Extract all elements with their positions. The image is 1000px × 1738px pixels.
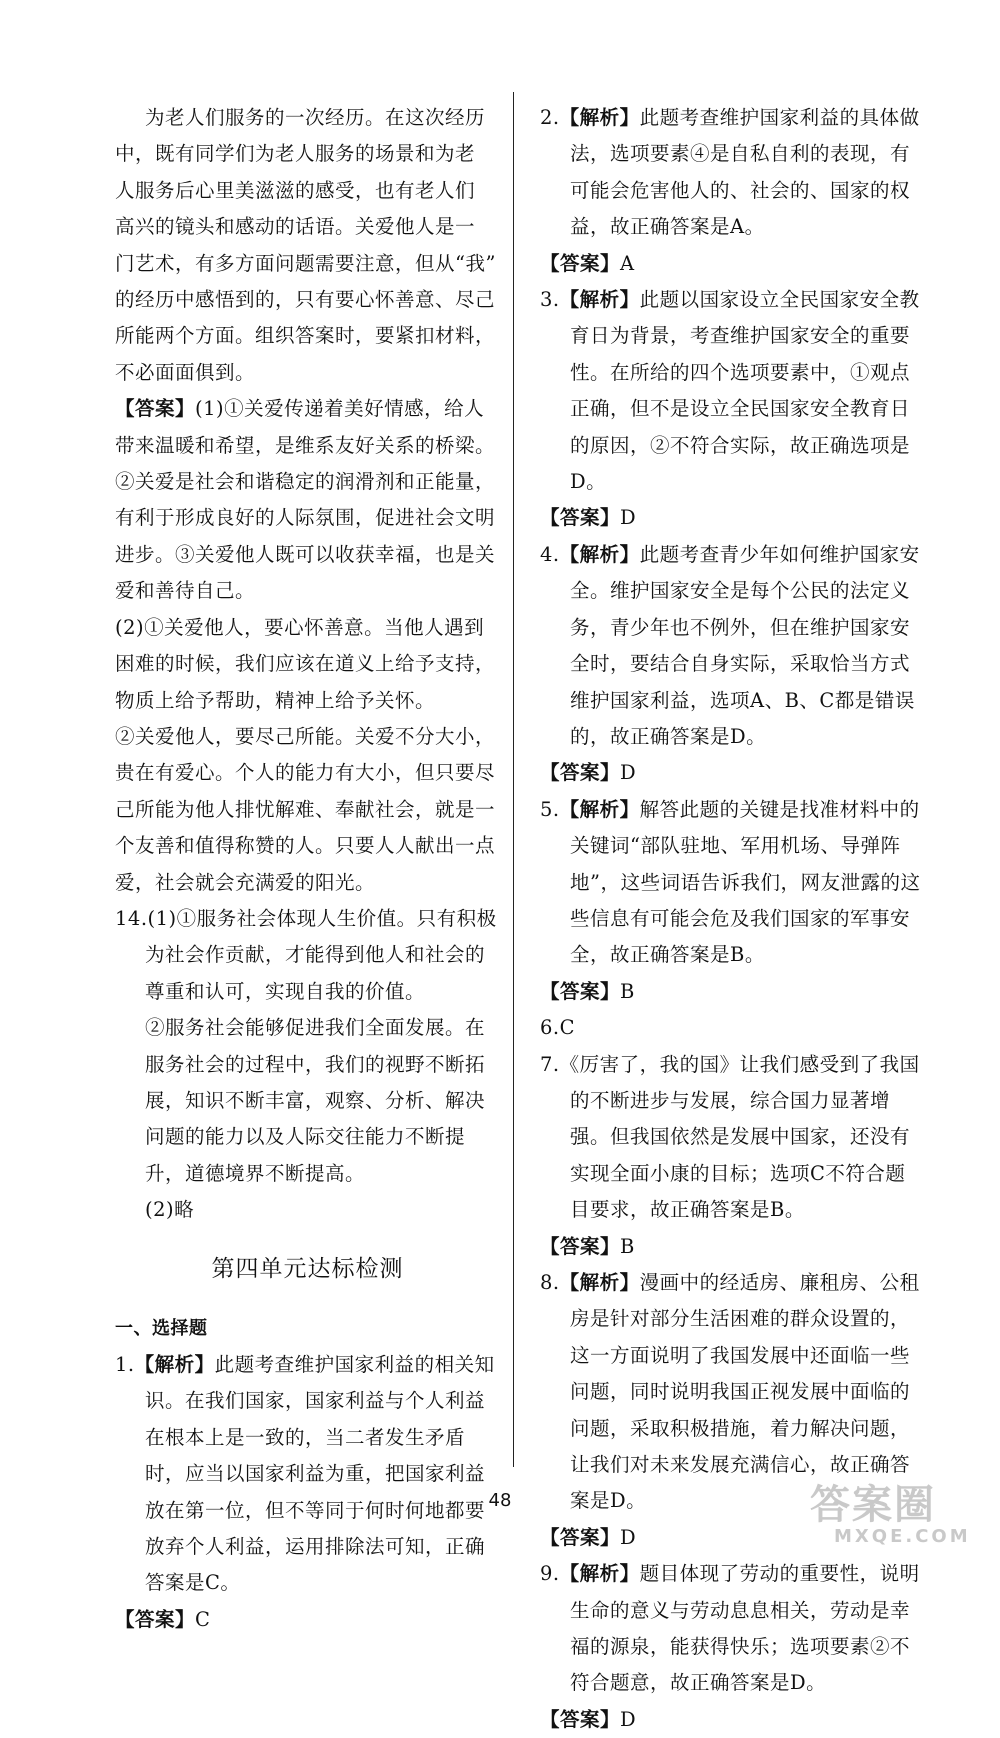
jiexi-tag: 【解析】 <box>134 1353 215 1376</box>
question-9-answer <box>540 1702 925 1738</box>
watermark-main: 答案圈 <box>810 1482 936 1528</box>
answer-text: (1)①关爱传递着美好情感，给人带来温暖和希望，是维系友好关系的桥梁。 <box>115 397 496 457</box>
question-text: 《厉害了，我的国》让我们感受到了我国的不断进步与发展，综合国力显著增强。但我国依然是发展中国家，还没有实现全面小康的目标；选项C不符合题目要求，故正确答案是B。 <box>559 1052 920 1222</box>
answer-tag: 【答案】 <box>540 1234 621 1258</box>
jiexi-tag: 【解析】 <box>559 1562 640 1586</box>
answer-value: D <box>620 1525 637 1549</box>
answer-value: B <box>620 979 635 1003</box>
intro-line: 门艺术，有多方面问题需要注意，但从“我” <box>115 251 496 275</box>
intro-line: 中，既有同学们为老人服务的场景和为老 <box>115 142 476 166</box>
section-subtitle: 一、选择题 <box>115 1317 208 1339</box>
answer-tag: 【答案】 <box>540 761 621 785</box>
question-text: 题目体现了劳动的重要性，说明生命的意义与劳动息息相关，劳动是幸福的源泉，能获得快乐；选项要素②不符合题意，故正确答案是D。 <box>570 1562 920 1695</box>
question-2 <box>540 100 925 246</box>
jiexi-tag: 【解析】 <box>559 797 640 821</box>
question-text: 此题考查维护国家利益的相关知识。在我们国家，国家利益与个人利益在根本上是一致的，当二者发生矛盾时，应当以国家利益为重，把国家利益放在第一位，但不等同于何时何地都要放弃个人利益，运用排除法可知，正确答案是C。 <box>145 1353 495 1595</box>
intro-line: 高兴的镜头和感动的话语。关爱他人是一 <box>115 215 476 239</box>
answer-value: C <box>195 1607 211 1631</box>
answer-paragraph: ②关爱他人，要尽己所能。关爱不分大小，贵在有爱心。个人的能力有大小，但只要尽己所能为他人排忧解难、奉献社会，就是一个友善和值得称赞的人。只要人人献出一点爱，社会就会充满爱的阳光。 <box>115 724 496 894</box>
question-number: 9. <box>540 1562 560 1586</box>
column-divider <box>513 92 514 1467</box>
answer-value: D <box>620 506 637 530</box>
jiexi-tag: 【解析】 <box>559 288 640 312</box>
question-number: 2. <box>540 106 560 129</box>
section-title: 第四单元达标检测 <box>211 1255 404 1282</box>
answer-block <box>115 391 500 464</box>
answer-tag: 【答案】 <box>115 397 196 421</box>
answer-value: A <box>620 251 635 275</box>
question-text: 漫画中的经适房、廉租房、公租房是针对部分生活困难的群众设置的，这一方面说明了我国发展中还面临一些问题，同时说明我国正视发展中面临的问题，采取积极措施，着力解决问题，让我们对未来发展充满信心，故正确答案是D。 <box>570 1271 920 1513</box>
question-6: 6.C <box>540 1016 576 1040</box>
q14-part2: ②服务社会能够促进我们全面发展。在服务社会的过程中，我们的视野不断拓展，知识不断丰富，观察、分析、解决问题的能力以及人际交往能力不断提升，道德境界不断提高。 <box>145 1016 486 1185</box>
answer-tag: 【答案】 <box>540 979 621 1003</box>
question-number: 5. <box>540 797 560 821</box>
answer-value: D <box>620 761 637 785</box>
question-4-answer <box>540 755 925 791</box>
answer-tag: 【答案】 <box>540 251 621 275</box>
answer-tag: 【答案】 <box>540 1525 621 1549</box>
watermark-logo <box>810 1484 990 1554</box>
question-7-answer <box>540 1229 925 1265</box>
question-number: 8. <box>540 1271 560 1294</box>
left-column <box>115 100 500 1638</box>
answer-paragraph: (2)①关爱他人，要心怀善意。当他人遇到困难的时候，我们应该在道义上给予支持，物质上给予帮助，精神上给予关怀。 <box>115 615 496 712</box>
intro-line: 的经历中感悟到的，只有要心怀善意、尽己 <box>115 288 496 312</box>
question-number: 3. <box>540 288 560 312</box>
question-text: 此题考查维护国家利益的具体做法，选项要素④是自私自利的表现，有可能会危害他人的、社会的、国家的权益，故正确答案是A。 <box>570 106 920 239</box>
jiexi-tag: 【解析】 <box>559 106 640 129</box>
question-number: 1. <box>115 1353 135 1376</box>
question-1 <box>115 1347 500 1602</box>
question-5 <box>540 792 925 974</box>
question-number: 7. <box>540 1052 560 1076</box>
answer-tag: 【答案】 <box>540 1707 621 1731</box>
q14-part3: (2)略 <box>145 1198 195 1222</box>
intro-line: 人服务后心里美滋滋的感受，也有老人们 <box>115 178 476 202</box>
question-5-answer <box>540 974 925 1010</box>
question-1-answer <box>115 1602 500 1638</box>
answer-tag: 【答案】 <box>540 506 621 530</box>
intro-line: 为老人们服务的一次经历。在这次经历 <box>145 106 486 129</box>
q14-part1: 14.(1)①服务社会体现人生价值。只有积极为社会作贡献，才能得到他人和社会的尊重和认可，实现自我的价值。 <box>115 906 497 1003</box>
jiexi-tag: 【解析】 <box>559 1271 640 1294</box>
question-text: 此题以国家设立全民国家安全教育日为背景，考查维护国家安全的重要性。在所给的四个选项要素中，①观点正确，但不是设立全民国家安全教育日的原因，②不符合实际，故正确选项是D。 <box>570 288 920 494</box>
jiexi-tag: 【解析】 <box>559 542 640 566</box>
answer-tag: 【答案】 <box>115 1607 196 1631</box>
question-text: 此题考查青少年如何维护国家安全。维护国家安全是每个公民的法定义务，青少年也不例外，但在维护国家安全时，要结合自身实际，采取恰当方式维护国家利益，选项A、B、C都是错误的，故正确答案是D。 <box>570 542 920 748</box>
question-text: 解答此题的关键是找准材料中的关键词“部队驻地、军用机场、导弹阵地”，这些词语告诉我们，网友泄露的这些信息有可能会危及我们国家的军事安全，故正确答案是B。 <box>570 797 921 967</box>
question-3 <box>540 282 925 500</box>
intro-line: 所能两个方面。组织答案时，要紧扣材料， <box>115 324 496 348</box>
watermark-sub: MXQE.COM <box>834 1526 971 1547</box>
question-9 <box>540 1556 925 1702</box>
page-number: 48 <box>488 1490 512 1511</box>
question-3-answer <box>540 500 925 536</box>
answer-value: B <box>620 1234 635 1258</box>
question-4 <box>540 537 925 755</box>
question-number: 4. <box>540 542 560 566</box>
question-7 <box>540 1047 925 1229</box>
question-2-answer <box>540 246 925 282</box>
answer-paragraph: ②关爱是社会和谐稳定的润滑剂和正能量，有利于形成良好的人际氛围，促进社会文明进步。③关爱他人既可以收获幸福，也是关爱和善待自己。 <box>115 470 496 603</box>
answer-value: D <box>620 1707 637 1731</box>
intro-line: 不必面面俱到。 <box>115 360 256 384</box>
